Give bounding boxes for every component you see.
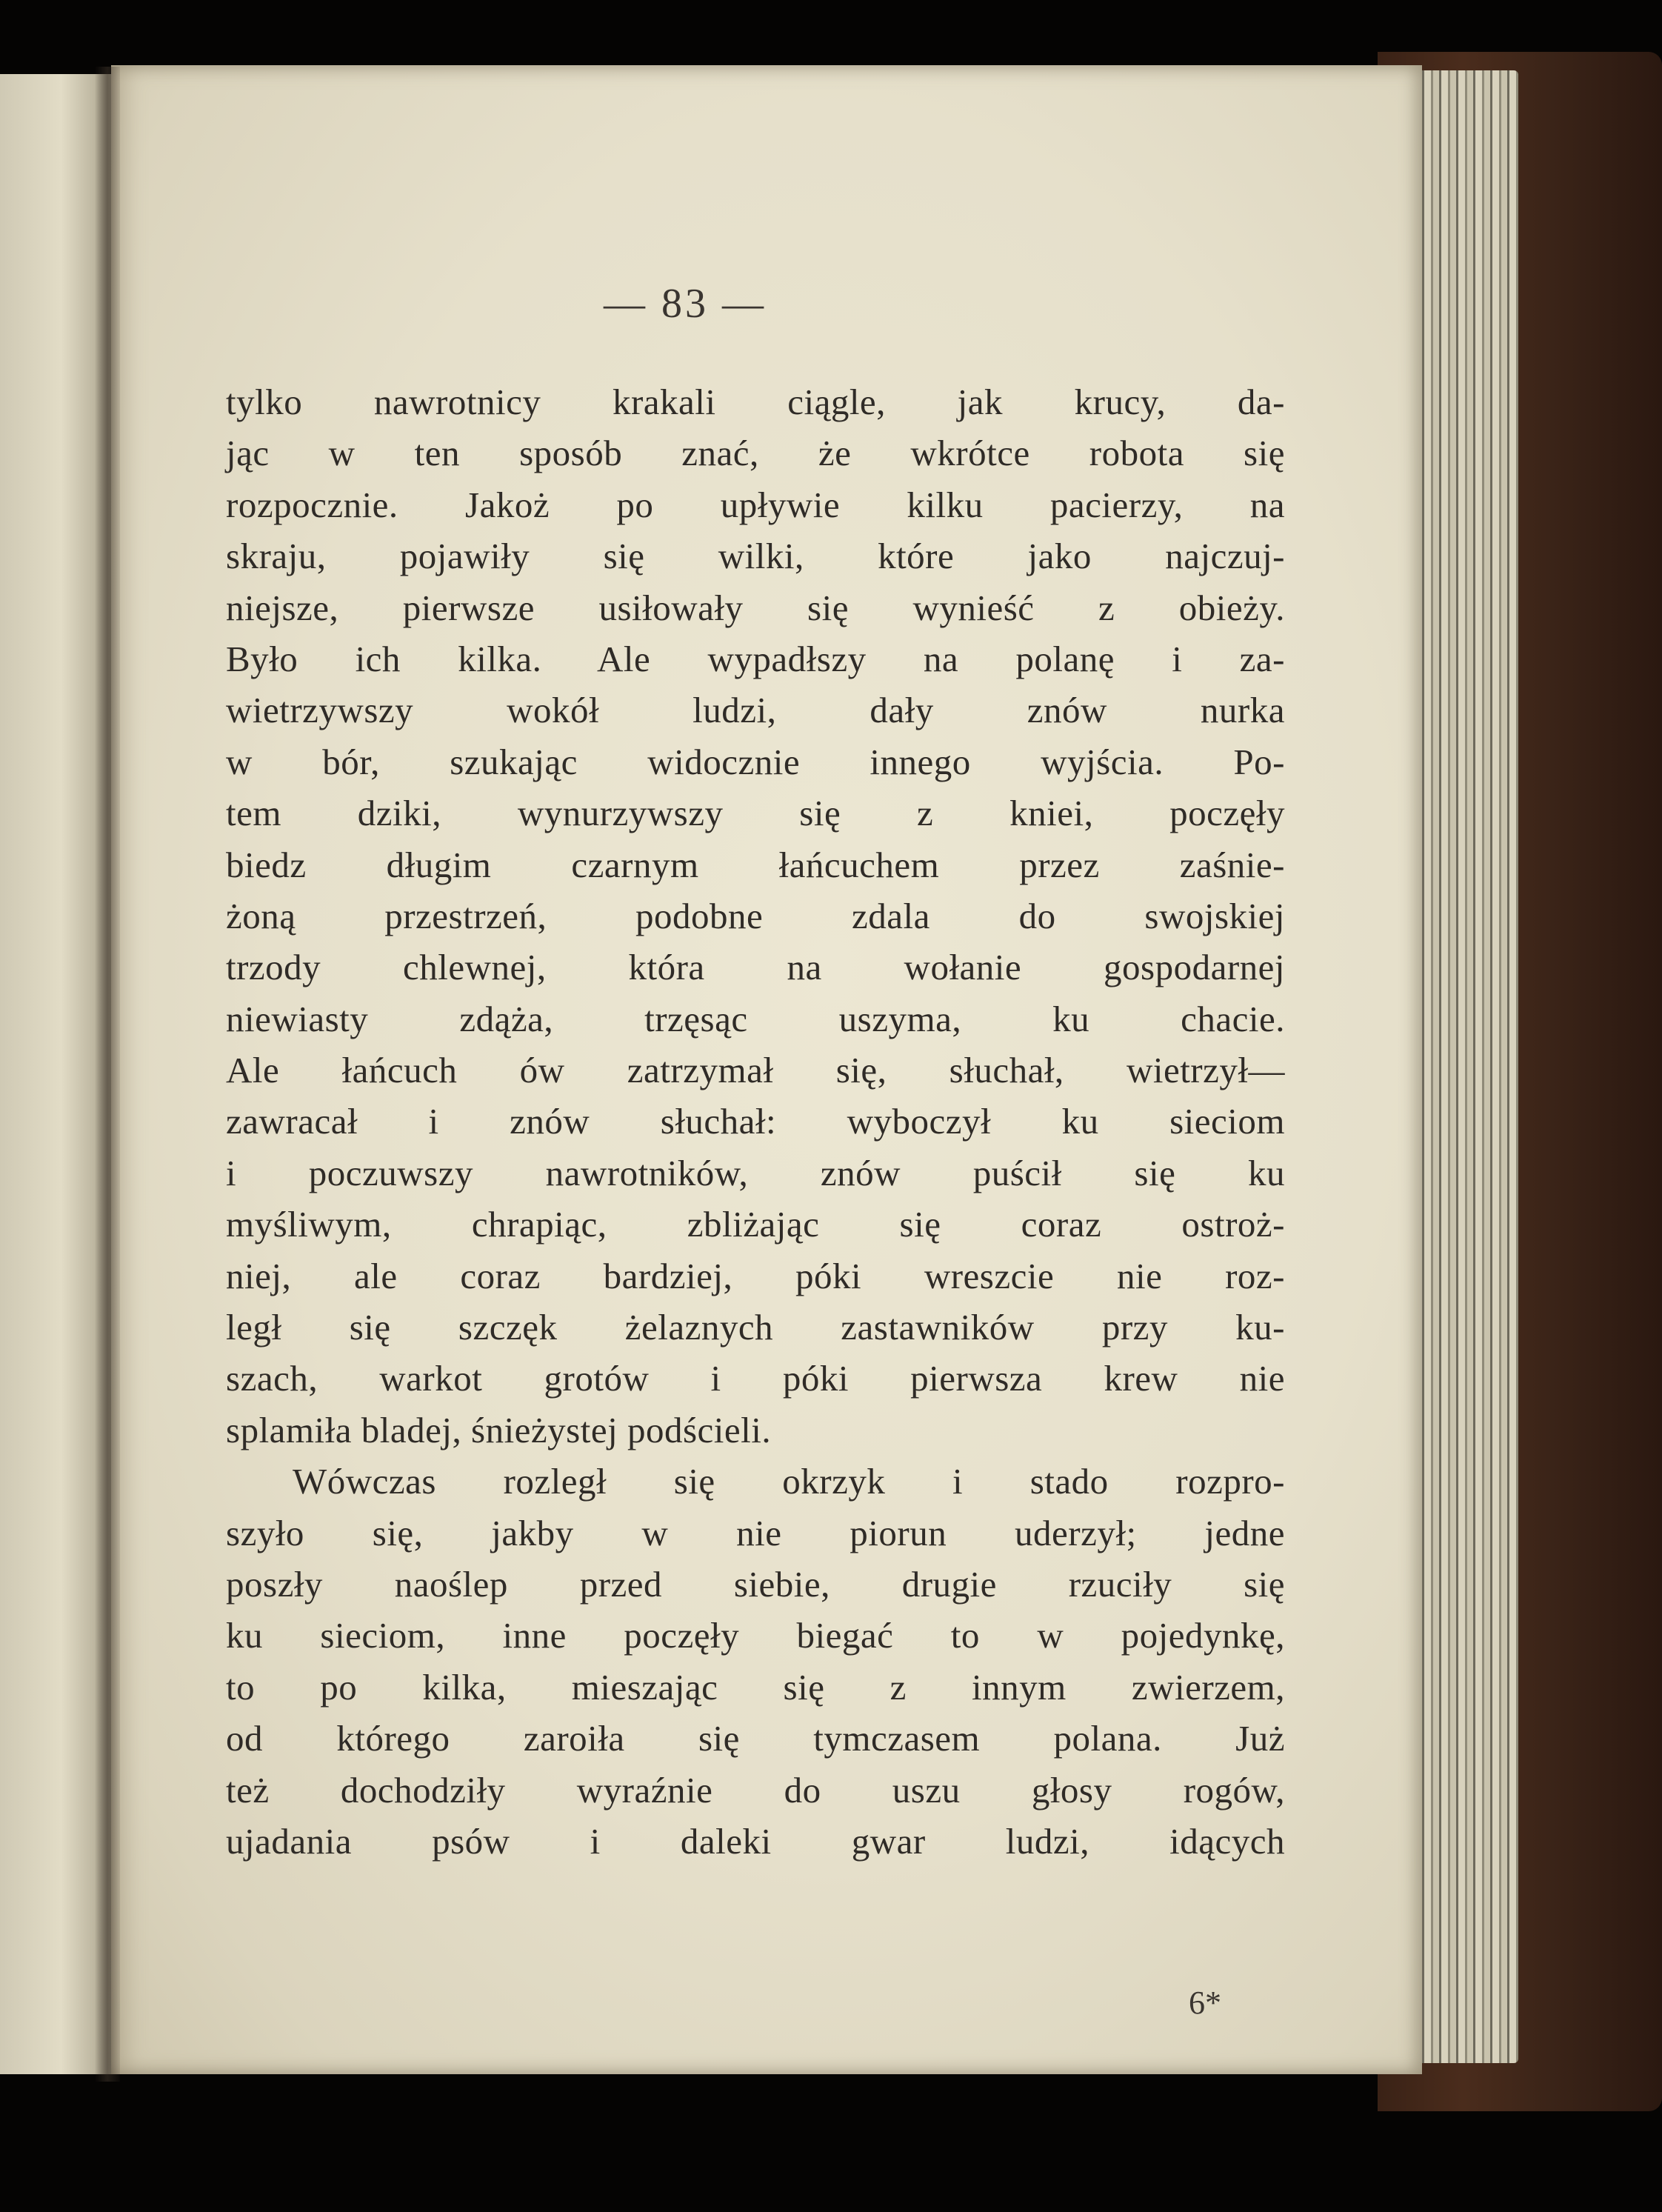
text-line: splamiła bladej, śnieżystej podścieli. (226, 1409, 772, 1450)
text-line: zawracał i znów słuchał: wyboczył ku sieciom (226, 1101, 1285, 1142)
text-line: od którego zaroiła się tymczasem polana. Już (226, 1718, 1285, 1759)
text-line: niej, ale coraz bardziej, póki wreszcie nie roz- (226, 1255, 1285, 1296)
text-line: żoną przestrzeń, podobne zdala do swojskiej (226, 895, 1285, 936)
text-line: i poczuwszy nawrotników, znów puścił się ku (226, 1152, 1285, 1193)
text-line: to po kilka, mieszając się z innym zwierzem, (226, 1666, 1285, 1708)
text-line: też dochodziły wyraźnie do uszu głosy rogów, (226, 1769, 1285, 1810)
text-line: niejsze, pierwsze usiłowały się wynieść z obieży. (226, 587, 1285, 628)
text-line: skraju, pojawiły się wilki, które jako najczuj- (226, 536, 1285, 577)
text-line: szyło się, jakby w nie piorun uderzył; jedne (226, 1512, 1285, 1553)
page-edges (1407, 70, 1518, 2063)
text-line: tem dziki, wynurzywszy się z kniei, poczęły (226, 793, 1285, 834)
printer-signature-mark: 6* (1189, 1985, 1221, 2021)
page-text (226, 376, 1285, 1867)
book-page (111, 65, 1422, 2074)
text-line: jąc w ten sposób znać, że wkrótce robota się (226, 433, 1285, 474)
text-line: Ale łańcuch ów zatrzymał się, słuchał, wietrzył— (226, 1050, 1285, 1091)
text-line: niewiasty zdąża, trzęsąc uszyma, ku chacie. (226, 998, 1285, 1039)
text-line: tylko nawrotnicy krakali ciągle, jak krucy, da- (226, 382, 1285, 422)
text-line: biedz długim czarnym łańcuchem przez zaśnie- (226, 844, 1285, 885)
text-line: Było ich kilka. Ale wypadłszy na polanę i za- (226, 638, 1285, 679)
text-line: wietrzywszy wokół ludzi, dały znów nurka (226, 690, 1285, 731)
text-line: Wówczas rozległ się okrzyk i stado rozpro- (293, 1461, 1285, 1502)
text-line: trzody chlewnej, która na wołanie gospodarnej (226, 947, 1285, 988)
text-line: ujadania psów i daleki gwar ludzi, idących (226, 1820, 1285, 1862)
text-line: szach, warkot grotów i póki pierwsza krew nie (226, 1358, 1285, 1399)
text-line: myśliwym, chrapiąc, zbliżając się coraz ostroż- (226, 1204, 1285, 1245)
text-line: poszły naoślep przed siebie, drugie rzuciły się (226, 1563, 1285, 1605)
text-line: w bór, szukając widocznie innego wyjścia. Po- (226, 741, 1285, 782)
text-line: rozpocznie. Jakoż po upływie kilku pacierzy, na (226, 484, 1285, 525)
text-line: ku sieciom, inne poczęły biegać to w pojedynkę, (226, 1615, 1285, 1656)
text-line: legł się szczęk żelaznych zastawników przy ku- (226, 1307, 1285, 1348)
book-gutter (95, 67, 120, 2082)
page-number: — 83 — (604, 281, 767, 327)
